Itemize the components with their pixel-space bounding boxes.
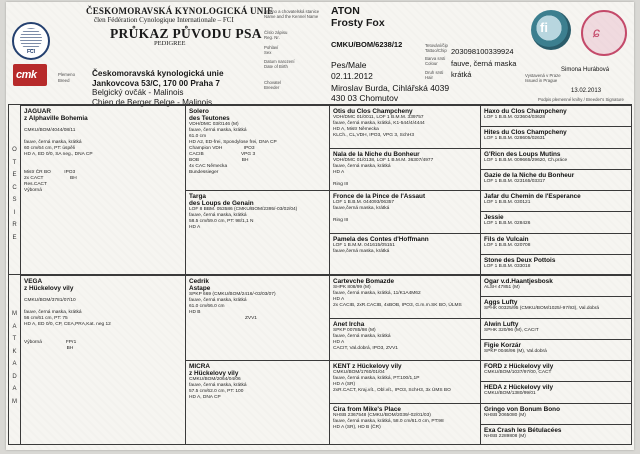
great-grandparent-cell [329, 190, 480, 233]
great-grandparent-cell [329, 105, 480, 148]
ancestor-name: Solero des Teutones [189, 108, 230, 123]
grandparent-cell [185, 190, 329, 275]
sex-value: Pes/Male [331, 60, 367, 70]
ancestor-details: SPHK 00325/95 (CMKU/BOM/1025/-97/93), Val.dobrá [484, 306, 600, 312]
ancestor-name: JAGUAR z Alphaville Bohemia [24, 108, 88, 123]
microchip-logo [531, 10, 571, 50]
label-hair-cz: Druh srsti [425, 70, 444, 75]
document-title: PRŮKAZ PŮVODU PSA [110, 26, 262, 41]
ancestor-name: Cartevche Bomazde [333, 278, 395, 285]
label-tattoo-en: Tattoo/Chip [425, 48, 447, 53]
label-name-cz: Jméno a chovatelská stanice [264, 9, 320, 14]
ancestor-name: FORD z Hückelovy vily [484, 363, 554, 370]
ancestor-name: Targa des Loups de Genain [189, 193, 254, 208]
issuer-address [92, 69, 224, 88]
pedigree-sheet [6, 2, 634, 450]
label-dob-en: Date of Birth [264, 64, 288, 69]
ancestor-name: Fils de Vulcain [484, 235, 529, 243]
ancestor-name: Jafar du Chemin de l'Esperance [484, 193, 581, 200]
ancestor-name: Gazie de la Niche du Bonheur [484, 171, 575, 179]
great-grandparent-cell [329, 318, 480, 361]
dam-cell [20, 275, 185, 445]
label-regno-en: Reg. Nr. [264, 35, 280, 40]
issuer-name: Simona Hurábová [561, 67, 610, 73]
chip-number: 203098100339924 [451, 47, 514, 56]
ancestor-name: VEGA z Hückelovy vily [24, 278, 74, 293]
great-great-grandparent-cell [480, 424, 631, 445]
great-great-grandparent-cell [480, 169, 631, 190]
great-grandparent-cell [329, 233, 480, 276]
globe-icon [20, 28, 42, 50]
ancestor-details: CMKU/BOM/1037/97/00, CACT [484, 370, 552, 376]
ancestor-details: LOF 1 B.B.M. 023165/03317 [484, 178, 546, 184]
official-stamp [581, 10, 627, 56]
ancestor-name: Stone des Deux Pottois [484, 256, 556, 264]
ancestor-details: SPKP 669 (CMKU/BOM/2416/-03/03/07) fauve, černá maska, krátká 61.0 cm/66.0 cm HD B ZVV1 [189, 292, 276, 322]
dam-side-letter: A [12, 323, 17, 330]
label-signature: Podpis plemenné knihy / Breeder's Signature [538, 97, 624, 102]
great-grandparent-cell [329, 275, 480, 318]
great-great-grandparent-cell [480, 381, 631, 402]
ancestor-name: Ogar v.d.Haantjesbosk [484, 278, 553, 285]
grandparent-cell [185, 105, 329, 190]
ancestor-name: Nala de la Niche du Bonheur [333, 150, 420, 158]
ancestor-details: CMKU/BOM/2064/04/06 fauve, černá maska, krátká 57.5 cm/62.0 cm, PT: 100 HD A, DNA CP [189, 377, 247, 401]
great-great-grandparent-cell [480, 211, 631, 232]
great-great-grandparent-cell [480, 254, 631, 275]
label-hair-en: Hair [425, 75, 433, 80]
ancestor-details: NHSB 2065080 (M) [484, 412, 526, 418]
cmku-logo-text: cmk [16, 69, 37, 81]
sire-side-letter: S [12, 197, 17, 203]
ancestor-name: Anet Ircha [333, 320, 365, 328]
address-line-1: Českomoravská kynologická unie [92, 69, 224, 78]
document-subtitle: PEDIGREE [154, 40, 186, 47]
ancestor-name: Hites du Clos Champcheny [484, 129, 567, 137]
ancestor-name: Cira from Mike's Place [333, 405, 401, 413]
sire-side-letter: R [12, 222, 17, 228]
ancestor-details: CMKU/BOM/1380/99/01 [484, 391, 536, 397]
dog-name-line-1: ATON [331, 5, 360, 17]
ancestor-details: SPHK 320/96 (M), CACIT [484, 327, 539, 333]
ancestor-details: LOF 1 B.B.M. 028605/02631 [484, 136, 546, 142]
label-regno-cz: Číslo zápisu [264, 30, 288, 35]
ancestor-details: SPKP 00785/98 (M) fauve, černá maska, krátká HD A CACIT, Val.dobrá, IPO3, ZVV1 [333, 327, 398, 351]
dog-name [331, 5, 385, 29]
ancestor-details: LOF 1 B.B.M. 023604/03628 [484, 115, 546, 121]
fci-logo [12, 22, 50, 60]
ancestor-name: MICRA z Hückelovy vily [189, 363, 239, 378]
dam-side-letter: D [12, 373, 17, 380]
sire-side-letter: E [12, 234, 17, 241]
dam-side-letter: A [12, 361, 17, 367]
dam-side-label [9, 275, 20, 445]
ancestor-name: KENT z Hückelovy vily [333, 363, 402, 370]
label-color-en: Colour [425, 61, 438, 66]
ancestor-details: VDH/DMC 01/0011, LOF 1 B.M.M. 339757 fauve, černá maska, krátká, K1-544/4/4444 HD A, Mistr Německa KLCh., CL,VDH, IPO3, VPG 3, SchH3 [333, 115, 425, 139]
great-great-grandparent-cell [480, 275, 631, 296]
label-sex-en: Sex [264, 50, 272, 55]
label-dob-cz: Datum narození [264, 59, 295, 64]
breed-line-2: Chien de Berger Belge - Malinois [92, 97, 213, 107]
dam-side-letter: K [12, 348, 17, 355]
great-great-grandparent-cell [480, 233, 631, 254]
chip-icon: fi [540, 20, 548, 35]
label-color-cz: Barva srsti [425, 56, 446, 61]
ancestor-name: Figie Korzár [484, 341, 521, 349]
colour-value: fauve, černá maska [451, 59, 517, 68]
ancestor-details: SHPK 808/99 (M) fauve, černá maska, krátká, 11/K1A4M62 HD A 2x CACIB, 2xR.CACIB, 4xBOB, IPO3, G.m.m.SK BO, ÚLMS [333, 285, 462, 309]
ancestor-details: ALSH 47851 (M) [484, 285, 520, 291]
org-membership: člen Fédération Cynologique Internationale – FCI [94, 16, 234, 24]
pedigree-table [8, 104, 632, 445]
fci-logo-text: FCI [26, 49, 36, 55]
ancestor-name: Jessie [484, 214, 504, 222]
label-sex-cz: Pohlaví [264, 45, 279, 50]
ancestor-details: CMKU/BOM/4044/08/11 fauve, černá maska, krátká 60 cm/64 cm, PT: úspěli HD A, ED 0/0, SA neg., DNA CP Mistr ČR BO IPO3 2x CACT BH Res.CACT Výborná [24, 128, 93, 194]
registration-number: CMKU/BOM/6238/12 [331, 40, 403, 49]
label-place-cz: Vystavená v Praze [525, 73, 561, 78]
label-name-en: Name and the Kennel Name [264, 14, 319, 19]
great-grandparent-cell [329, 360, 480, 403]
dam-side-letter: T [12, 336, 17, 342]
date-of-birth: 02.11.2012 [331, 71, 373, 81]
ancestor-details: LOF 1 B.B.M. 020708 [484, 242, 531, 248]
ancestor-name: Aggs Lufty [484, 299, 518, 307]
ancestor-details: LOF 1 B.B.M. 028426 [484, 221, 531, 227]
sire-side-letter: T [12, 159, 17, 166]
great-great-grandparent-cell [480, 126, 631, 147]
hair-value: krátká [451, 70, 472, 79]
great-great-grandparent-cell [480, 148, 631, 169]
ancestor-details: SPKP 0046/96 (M), Val.dobrá [484, 348, 547, 354]
signature-mark: ɕ [593, 24, 600, 40]
ancestor-details: CMKU/BOM/1760/01/04 fauve, černá maska, krátká, PT:100/1,1P HD A (SR) 2xR.CACT, Kraj.vít., Obl.vít., IPO3, SchH3, 3x ÚMS BO [333, 370, 451, 394]
sire-side-label [9, 105, 20, 275]
great-grandparent-cell [329, 403, 480, 446]
grandparent-cell [185, 275, 329, 360]
breed-label: Breed [58, 78, 70, 83]
great-great-grandparent-cell [480, 403, 631, 424]
ancestor-details: LOF 1 B.B.M. 033018 [484, 263, 531, 269]
ancestor-name: HEDA z Hückelovy vily [484, 384, 554, 392]
great-great-grandparent-cell [480, 190, 631, 211]
grandparent-cell [185, 360, 329, 445]
ancestor-details: LOF 1 B.B.M. 009665/29620, Ch.práce [484, 157, 568, 163]
label-breeder-en: Breeder [264, 85, 280, 90]
ancestor-name: Cedrik Astape [189, 278, 211, 293]
dog-name-line-2: Frosty Fox [331, 17, 385, 29]
cmku-logo [13, 64, 47, 86]
great-great-grandparent-cell [480, 105, 631, 126]
ancestor-details: NHSB 2367548 (CMKU/BOM/2039/-02/01/03) fauve, černá maska, krátká, 58.0 cm/61.0 cm, PT:98 HD A (SR), HD B (ČR) [333, 412, 444, 430]
sire-side-letter: I [13, 209, 16, 216]
ancestor-details: LOF 1 B.B.M. 030121 [484, 200, 531, 206]
ancestor-name: Fronce de la Pince de l'Assaut [333, 193, 426, 200]
dam-side-letter: M [12, 398, 17, 405]
label-tattoo-cz: Tetování/čip [425, 43, 448, 48]
ancestor-name: Gringo von Bonum Bono [484, 405, 560, 413]
ancestor-name: Exa Crash les Bétulacées [484, 426, 562, 434]
ancestor-details: VDH/DMC 01/0138, LOF 1 B.M.M. 36307/4977 fauve, černá maska, krátká HD A Ring III [333, 157, 434, 187]
ancestor-details: NHSB 2289808 (M) [484, 433, 526, 439]
ancestor-details: LOF 8 BBM. 053586 (CMKU/BOM/2395/-03/02/04) fauve, černá maska, krátká 58.5 cm/59.0 cm, PT: 98/1,1 N HD A [189, 207, 298, 231]
ancestor-name: Alwin Lufty [484, 320, 519, 328]
ancestor-name: Pamela des Contes d'Hoffmann [333, 235, 429, 243]
ancestor-name: Otis du Clos Champcheny [333, 108, 413, 115]
ancestor-details: LOF 1 B.B.M. 044093/06357 fauve,černá maska, krátká Ring III [333, 200, 395, 224]
breed-line-1: Belgický ovčák - Malinois [92, 88, 184, 97]
issue-date: 13.02.2013 [571, 88, 602, 94]
great-great-grandparent-cell [480, 339, 631, 360]
great-great-grandparent-cell [480, 360, 631, 381]
dam-side-letter: M [12, 311, 17, 317]
breeder-name: Miroslav Burda, Cihlářská 4039 [331, 83, 450, 93]
address-line-2: Jankovcova 53/C, 170 00 Praha 7 [92, 78, 220, 88]
plemeno-label: Plemeno [58, 72, 75, 77]
label-place-en: Issued in Prague [525, 78, 558, 83]
sire-side-letter: C [12, 184, 17, 191]
great-great-grandparent-cell [480, 296, 631, 317]
ancestor-details: LOF 1 B.M.M. 041615/05151 fauve,černá maska, krátká [333, 242, 395, 254]
org-name: ČESKOMORAVSKÁ KYNOLOGICKÁ UNIE [86, 6, 274, 16]
sire-cell [20, 105, 185, 275]
ancestor-name: G'Ricn des Loups Mutins [484, 150, 561, 158]
great-grandparent-cell [329, 148, 480, 191]
ancestor-details: VDH/DMC 03/0146 (M) fauve, černá maska, krátká 61.0 cm HD A2, ED-frei, Spondylose frei, DNA CP Champion VDH IPO3 CACIB VPG 3 BOB BH 4x CAC Německa Bundessieger [189, 122, 277, 176]
great-great-grandparent-cell [480, 318, 631, 339]
ancestor-details: CMKU/BOM/3781/07/10 fauve, černá maska, krátká 56 cm/61 cm, PT: 75 HD A, ED 0/0, CP, CEA,PRA,Kat. neg 12 Výborná FPr1 BH [24, 298, 111, 352]
breeder-city: 430 03 Chomutov [331, 93, 399, 103]
sire-side-letter: E [12, 172, 17, 178]
label-breeder-cz: Chovatel [264, 80, 281, 85]
sire-side-letter: O [12, 147, 17, 153]
dam-side-letter: A [12, 386, 17, 392]
ancestor-name: Haxo du Clos Champcheny [484, 108, 567, 115]
